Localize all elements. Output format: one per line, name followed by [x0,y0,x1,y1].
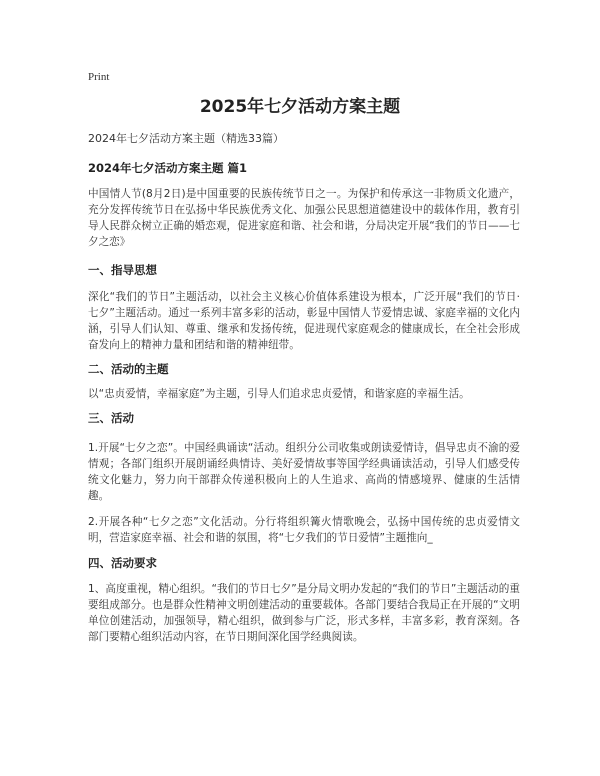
section-heading-activities: 三、活动 [88,411,134,425]
section-text-requirements: 1、高度重视，精心组织。“我们的节日七夕”是分局文明办发起的“我们的节日”主题活动的重要组成部分。也是群众性精神文明创建活动的重要载体。各部门要结合我局正在开展的“文明单位创建活动，加强领导，精心组织，做到参与广泛，形式多样，丰富多彩，教育深刻。各部门要精心组织活动内容，在节日期间深化国学经典阅读。 [88,583,520,643]
section-heading-theme: 二、活动的主题 [88,362,169,376]
section-heading-requirements: 四、活动要求 [88,556,157,570]
print-link[interactable]: Print [88,71,110,83]
page-title: 2025年七夕活动方案主题 [199,97,401,117]
part-heading: 2024年七夕活动方案主题 篇1 [88,161,248,175]
section-heading-guiding: 一、指导思想 [88,263,157,277]
activity-item-2: 2.开展各种“七夕之恋”文化活动。分行将组织篝火情歌晚会，弘扬中国传统的忠贞爱情文明，营造家庭幸福、社会和谐的氛围，将“七夕我们的节日爱情”主题推向_ [88,516,520,544]
section-text-guiding: 深化“我们的节日”主题活动，以社会主义核心价值体系建设为根本，广泛开展“我们的节日·七夕”主题活动。通过一系列丰富多彩的活动，彰显中国情人节爱情忠诚、家庭幸福的文化内涵，引导人们认知、尊重、继承和发扬传统，促进现代家庭观念的健康成长，在全社会形成奋发向上的精神力量和团结和谐的精神纽带。 [88,291,520,351]
activity-item-1: 1.开展“七夕之恋”。中国经典诵读“活动。组织分公司收集或朗读爱情诗，倡导忠贞不渝的爱情观；各部门组织开展朗诵经典情诗、美好爱情故事等国学经典诵读活动，引导人们感受传统文化魅力，努力向干部群众传递积极向上的人生追求、高尚的情感境界、健康的生活情趣。 [88,442,520,502]
document-subtitle: 2024年七夕活动方案主题（精选33篇） [88,132,284,145]
intro-paragraph: 中国情人节(8月2日)是中国重要的民族传统节日之一。为保护和传承这一非物质文化遗产，充分发挥传统节日在弘扬中华民族优秀文化、加强公民思想道德建设中的载体作用，教育引导人民群众树立正确的婚恋观，促进家庭和谐、社会和谐，分局决定开展“我们的节日——七夕之恋》 [88,188,520,248]
section-text-theme: 以“忠贞爱情，幸福家庭”为主题，引导人们追求忠贞爱情，和谐家庭的幸福生活。 [88,388,470,400]
